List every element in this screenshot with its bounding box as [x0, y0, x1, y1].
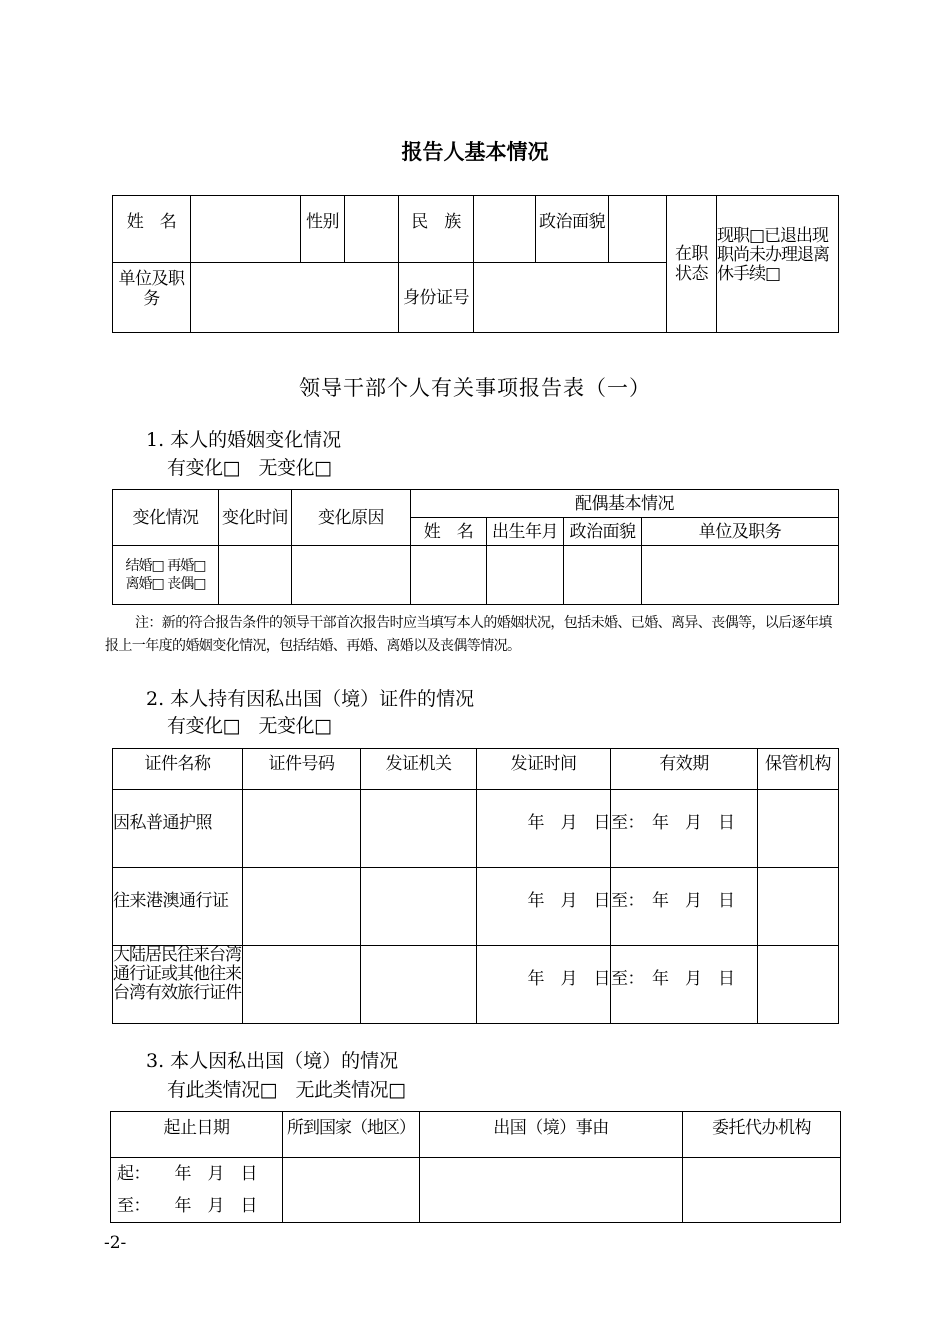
section2-heading: 2. 本人持有因私出国（境）证件的情况	[146, 688, 475, 710]
gender-label: 性别	[301, 196, 345, 263]
hk-issuer-field[interactable]	[361, 868, 477, 946]
party-label: 政治面貌	[536, 196, 609, 263]
header-time: 变化时间	[219, 490, 292, 546]
passport-validity[interactable]: 至： 年 月 日	[611, 790, 758, 868]
header-doc-number: 证件号码	[243, 749, 361, 790]
section1-options[interactable]: 有变化□ 无变化□	[167, 457, 332, 479]
page-number: -2-	[104, 1233, 127, 1253]
section3-options[interactable]: 有此类情况□ 无此类情况□	[167, 1079, 406, 1101]
travel-end-date: 至： 年 月 日	[117, 1196, 257, 1216]
header-country: 所到国家（地区）	[283, 1112, 420, 1158]
section1-heading: 1. 本人的婚姻变化情况	[146, 429, 342, 451]
header-birth: 出生年月	[487, 518, 564, 546]
tw-custodian-field[interactable]	[758, 946, 839, 1024]
gender-field[interactable]	[345, 196, 399, 263]
travel-agency-field[interactable]	[683, 1158, 841, 1223]
tw-number-field[interactable]	[243, 946, 361, 1024]
travel-start-date: 起： 年 月 日	[117, 1164, 257, 1184]
tw-validity[interactable]: 至： 年 月 日	[611, 946, 758, 1024]
hk-issue-date[interactable]: 年 月 日	[477, 868, 611, 946]
section2-options[interactable]: 有变化□ 无变化□	[167, 715, 332, 737]
name-field[interactable]	[191, 196, 301, 263]
id-field[interactable]	[474, 263, 667, 333]
spouse-name-field[interactable]	[411, 546, 487, 605]
header-issuer: 发证机关	[361, 749, 477, 790]
marriage-note: 注：新的符合报告条件的领导干部首次报告时应当填写本人的婚姻状况，包括未婚、已婚、离异、丧偶等，以后逐年填报上一年度的婚姻变化情况，包括结婚、再婚、离婚以及丧偶等情况。	[105, 615, 832, 654]
header-change: 变化情况	[113, 490, 219, 546]
hk-validity[interactable]: 至： 年 月 日	[611, 868, 758, 946]
spouse-unit-field[interactable]	[642, 546, 839, 605]
name-label: 姓 名	[113, 196, 191, 263]
header-unit: 单位及职务	[642, 518, 839, 546]
tw-issuer-field[interactable]	[361, 946, 477, 1024]
hk-number-field[interactable]	[243, 868, 361, 946]
spouse-birth-field[interactable]	[487, 546, 564, 605]
marriage-change-options[interactable]	[113, 546, 219, 605]
page-title: 报告人基本情况	[401, 140, 549, 164]
header-agency: 委托代办机构	[683, 1112, 841, 1158]
hk-custodian-field[interactable]	[758, 868, 839, 946]
passport-issuer-field[interactable]	[361, 790, 477, 868]
unit-label: 单位及职 务	[113, 263, 191, 333]
header-issue-date: 发证时间	[477, 749, 611, 790]
doc-taiwan: 大陆居民往来台湾通行证或其他往来台湾有效旅行证件	[113, 946, 243, 1024]
spouse-party-field[interactable]	[564, 546, 642, 605]
header-validity: 有效期	[611, 749, 758, 790]
header-spouse-name: 姓 名	[411, 518, 487, 546]
marriage-time-field[interactable]	[219, 546, 292, 605]
status-label: 在职状态	[667, 196, 717, 333]
header-party: 政治面貌	[564, 518, 642, 546]
tw-issue-date[interactable]: 年 月 日	[477, 946, 611, 1024]
doc-hk-macau: 往来港澳通行证	[113, 868, 243, 946]
status-options[interactable]: 现职□已退出现职尚未办理退离休手续□	[717, 196, 839, 333]
basic-info-table	[112, 195, 839, 333]
passport-issue-date[interactable]: 年 月 日	[477, 790, 611, 868]
travel-table	[110, 1111, 841, 1223]
travel-country-field[interactable]	[283, 1158, 420, 1223]
marriage-reason-field[interactable]	[292, 546, 411, 605]
passport-custodian-field[interactable]	[758, 790, 839, 868]
header-custodian: 保管机构	[758, 749, 839, 790]
header-reason: 出国（境）事由	[420, 1112, 683, 1158]
id-label: 身份证号	[399, 263, 474, 333]
travel-reason-field[interactable]	[420, 1158, 683, 1223]
marriage-options-line2: 离婚□ 丧偶□	[125, 576, 206, 592]
marriage-options-line1: 结婚□ 再婚□	[125, 558, 206, 574]
doc-passport: 因私普通护照	[113, 790, 243, 868]
passport-table	[112, 748, 839, 1024]
header-doc-name: 证件名称	[113, 749, 243, 790]
passport-number-field[interactable]	[243, 790, 361, 868]
travel-dates[interactable]	[111, 1158, 283, 1223]
ethnicity-field[interactable]	[474, 196, 536, 263]
marriage-table	[112, 489, 839, 605]
header-dates: 起止日期	[111, 1112, 283, 1158]
form-title: 领导干部个人有关事项报告表（一）	[299, 376, 651, 400]
unit-field[interactable]	[191, 263, 399, 333]
header-spouse: 配偶基本情况	[411, 490, 839, 518]
header-reason: 变化原因	[292, 490, 411, 546]
party-field[interactable]	[609, 196, 667, 263]
section3-heading: 3. 本人因私出国（境）的情况	[146, 1050, 399, 1072]
ethnicity-label: 民 族	[399, 196, 474, 263]
